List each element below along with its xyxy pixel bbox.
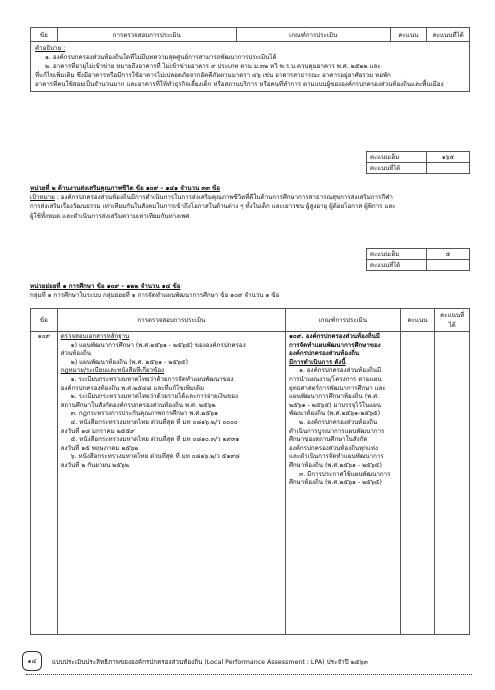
table-row xyxy=(31,332,470,635)
section-2-goal-line xyxy=(30,193,472,202)
section-2-goal-line: การส่งเสริมเรื่องวัฒนธรรม เท่าเทียมกันในสังคมในการเข้าถึงโอกาสในด้านต่าง ๆ ทั้งในเด็ก และเยาวชน ผู้สูงอายุ ผู้ด้อยโอกาส ผู้พิการ และ xyxy=(30,203,396,211)
goal-text: : องค์กรปกครองส่วนท้องถิ่นมีการดำเนินการในการส่งเสริมคุณภาพชีวิตที่ดีในด้านการศึกษาการสาธารณสุขการส่งเสริมการกีฬา xyxy=(56,194,393,202)
criteria-line: การจัดทำแผนพัฒนาการศึกษาของ xyxy=(288,341,381,349)
score-box-unit xyxy=(366,248,470,271)
footer-divider xyxy=(26,674,472,675)
section-2-block xyxy=(30,184,472,221)
criteria-line: องค์กรปกครองส่วนท้องถิ่นทุกแห่ง xyxy=(288,444,378,452)
note-line: ๒. อาคารที่อายุไม่เข้าข่าย หมายถึงอาคารที่ ไม่เข้าข่ายอาคาร ๙ ประเภท ตาม ม.๓๒ ทวิ พ.ร.บ.ควบคุมอาคาร พ.ศ. ๒๕๒๒ และ xyxy=(45,63,381,70)
audit-line: ลงวันที่ ๑๘ มกราคม ๒๕๕๙ xyxy=(60,427,135,435)
subunit-block xyxy=(30,282,472,300)
top-criteria-table xyxy=(30,27,470,92)
header-score-got: คะแนนที่ได้ xyxy=(435,309,470,332)
score-got-value xyxy=(427,260,470,271)
audit-line: ส่วนท้องถิ่น xyxy=(60,350,91,358)
score-box-section xyxy=(366,151,470,174)
header-score: คะแนน xyxy=(400,309,435,332)
audit-line: ลงวันที่ ๒ กันยายน ๒๕๖๒ xyxy=(60,461,129,469)
audit-line: ๔. หนังสือกระทรวงมหาดไทย ด่วนที่สุด ที่ มท ๐๘๑๖.๒/ว ๐๐๐๐ xyxy=(70,418,238,426)
criteria-line: ๑. องค์กรปกครองส่วนท้องถิ่นมี xyxy=(298,367,382,375)
audit-line: สถานศึกษาในสังกัดองค์กรปกครองส่วนท้องถิ่น พ.ศ. ๒๕๖๒ xyxy=(60,401,216,409)
note-title: คำอธิบาย : xyxy=(35,45,66,52)
score-got-cell xyxy=(435,332,470,635)
criteria-line: ศึกษาของสถานศึกษาในสังกัด xyxy=(288,436,368,444)
criteria-line: พัฒนาท้องถิ่น (พ.ศ.๒๕๖๑-๒๕๖๕) xyxy=(288,410,381,418)
main-table-header xyxy=(31,309,470,332)
criteria-line: แผนพัฒนาการศึกษาท้องถิ่น (พ.ศ. xyxy=(288,393,380,401)
subunit-group: กลุ่มที่ ๑ การศึกษาในระบบ กลุ่มย่อยที่ ๑ การจัดทำแผนพัฒนาการศึกษา ข้อ ๑๐๙ จำนวน ๑ ข้อ xyxy=(30,292,280,300)
page-number: ๑๔ xyxy=(22,651,42,671)
audit-line: ๕. หนังสือกระทรวงมหาดไทย ด่วนที่สุด ที่ มท ๐๘๑๐.๓/ว ๒๙๓๑ xyxy=(70,436,240,444)
score-full-label: คะแนนเต็ม xyxy=(367,152,427,163)
header-score-got: คะแนนที่ได้ xyxy=(427,28,470,42)
audit-line: ๑) แผนพัฒนาการศึกษา (พ.ศ.๒๕๖๑ - ๒๕๖๕) ขององค์กรปกครอง xyxy=(70,341,246,349)
criteria-line: ยุทธศาสตร์การพัฒนาการศึกษา และ xyxy=(288,384,386,392)
audit-line: กฎหมาย/ระเบียบและหนังสือที่เกี่ยวข้อง xyxy=(60,367,165,375)
criteria-line: องค์กรปกครองส่วนท้องถิ่น xyxy=(288,350,360,358)
header-item-no: ข้อ xyxy=(31,309,58,332)
score-got-label: คะแนนที่ได้ xyxy=(367,260,427,271)
note-line: ๑. องค์กรปกครองส่วนท้องถิ่นใดที่ไม่มีบทความสุดศูนย์การสามารถพัฒนาการประเมินได้ xyxy=(45,54,277,61)
score-full-row xyxy=(367,249,470,260)
header-audit: การตรวจสอบการประเมิน xyxy=(57,28,236,42)
score-got-value xyxy=(427,163,470,174)
header-score: คะแนน xyxy=(390,28,427,42)
section-2-goal-line: ผู้ใช้ทั้งหมด และดำเนินการส่งเสริมความเท่าเทียมกันทางเพศ xyxy=(30,212,190,220)
score-full-value: ๑๖๕ xyxy=(427,152,470,163)
audit-line: ตรวจสอบเอกสารหลักฐาน xyxy=(60,333,130,340)
audit-line: ๓. กฎกระทรวงการประกันคุณภาพการศึกษา พ.ศ.๒๕๖๑ xyxy=(70,410,218,418)
audit-line: ๖. หนังสือกระทรวงมหาดไทย ด่วนที่สุด ที่ มท ๐๘๑๖.๒/ว ๕๑๙๘ xyxy=(70,453,240,461)
note-cell xyxy=(31,42,470,92)
note-line: ที่แก้ไขเพิ่มเติม ซึ่งมีอาคารหรือมีการใช้อาคารไม่เปลอดภัยจากอัคคีภัยตามมาตรา ๔๖ เช่น อาคารสาธารณะ อาคารอยู่อาศัยรวม หอพัก xyxy=(35,72,391,79)
header-criteria: เกณฑ์การประเมิน xyxy=(285,309,400,332)
score-got-row xyxy=(367,260,470,271)
audit-line: ๒. ระเบียบกระทรวงมหาดไทยว่าด้วยรายได้และการจ่ายเงินของ xyxy=(70,393,238,401)
goal-label: เป้าหมาย xyxy=(30,194,55,202)
criteria-line: ดำเนินการบูรณาการแผนพัฒนาการ xyxy=(288,427,385,435)
criteria-line: ๑๐๙. องค์กรปกครองส่วนท้องถิ่นมี xyxy=(288,333,380,340)
score-got-row xyxy=(367,163,470,174)
top-table-header xyxy=(31,28,470,42)
item-number: ๑๐๙ xyxy=(31,332,58,635)
header-criteria: เกณฑ์การประเมิน xyxy=(236,28,390,42)
score-got-label: คะแนนที่ได้ xyxy=(367,163,427,174)
note-line: อาคารที่คนใช้สอยเป็นจำนวนมาก และอาคารที่ให้ทำธุรกิจเลี้ยงเด็ก หรือสถานบริการ หรือคนที่ทำการ ตามแบบผู้ขององค์กรปกครองส่วนท้องถิ่นและพื้นเมือง xyxy=(35,81,444,88)
criteria-line: การนำแผนงาน/โครงการ ตามแผน xyxy=(288,375,382,383)
criteria-line: ๓. มีการประกาศใช้แผนพัฒนาการ xyxy=(298,470,391,478)
page-footer xyxy=(22,651,472,671)
main-criteria-table xyxy=(30,308,470,635)
criteria-line: ๒๕๖๑ - ๒๕๖๕) มาบรรจุไว้ในแผน xyxy=(288,401,381,409)
score-cell xyxy=(400,332,435,635)
audit-line: ลงวันที่ ๑๕ พฤษภาคม ๒๕๖๒ xyxy=(60,444,139,452)
audit-line: ๑. ระเบียบกระทรวงมหาดไทยว่าด้วยการจัดทำแผนพัฒนาของ xyxy=(70,375,234,383)
score-full-label: คะแนนเต็ม xyxy=(367,249,427,260)
audit-line: ๒) แผนพัฒนาท้องถิ่น (พ.ศ. ๒๕๖๑ - ๒๕๖๕) xyxy=(70,358,188,366)
section-2-title: หน่วยที่ ๒ ด้านงานส่งเสริมคุณภาพชีวิต ข้อ ๑๐๙ – ๑๔๑ จำนวน ๓๓ ข้อ xyxy=(30,185,220,192)
criteria-lines xyxy=(289,333,397,488)
criteria-cell xyxy=(285,332,400,635)
audit-cell xyxy=(57,332,285,635)
subunit-title: หน่วยย่อยที่ ๑ การศึกษา ข้อ ๑๐๙ – ๑๒๒ จำนวน ๑๔ ข้อ xyxy=(30,283,181,290)
criteria-line: และดำเนินการจัดทำแผนพัฒนาการ xyxy=(288,453,384,461)
note-row xyxy=(31,42,470,92)
header-audit: การตรวจสอบการประเมิน xyxy=(57,309,285,332)
footer-title: แบบประเมินประสิทธิภาพขององค์กรปกครองส่วนท้องถิ่น (Local Performance Assessment : LPA) ประจำปี ๒๕๖๓ xyxy=(52,659,368,666)
score-full-row xyxy=(367,152,470,163)
audit-line: องค์กรปกครองท้องถิ่น พ.ศ.๒๕๔๘ และที่แก้ไขเพิ่มเติม xyxy=(60,384,205,392)
criteria-line: ศึกษาท้องถิ่น (พ.ศ.๒๕๖๑ - ๒๕๖๕) xyxy=(288,461,382,469)
criteria-line: ๒. องค์กรปกครองส่วนท้องถิ่น xyxy=(298,418,378,426)
score-full-value: ๕ xyxy=(427,249,470,260)
criteria-line: ศึกษาท้องถิ่น (พ.ศ.๒๕๖๑ - ๒๕๖๕) xyxy=(288,479,382,487)
audit-lines xyxy=(61,333,282,471)
criteria-line: มีการดำเนินการ ดังนี้ xyxy=(288,358,346,366)
header-item-no: ข้อ xyxy=(31,28,58,42)
